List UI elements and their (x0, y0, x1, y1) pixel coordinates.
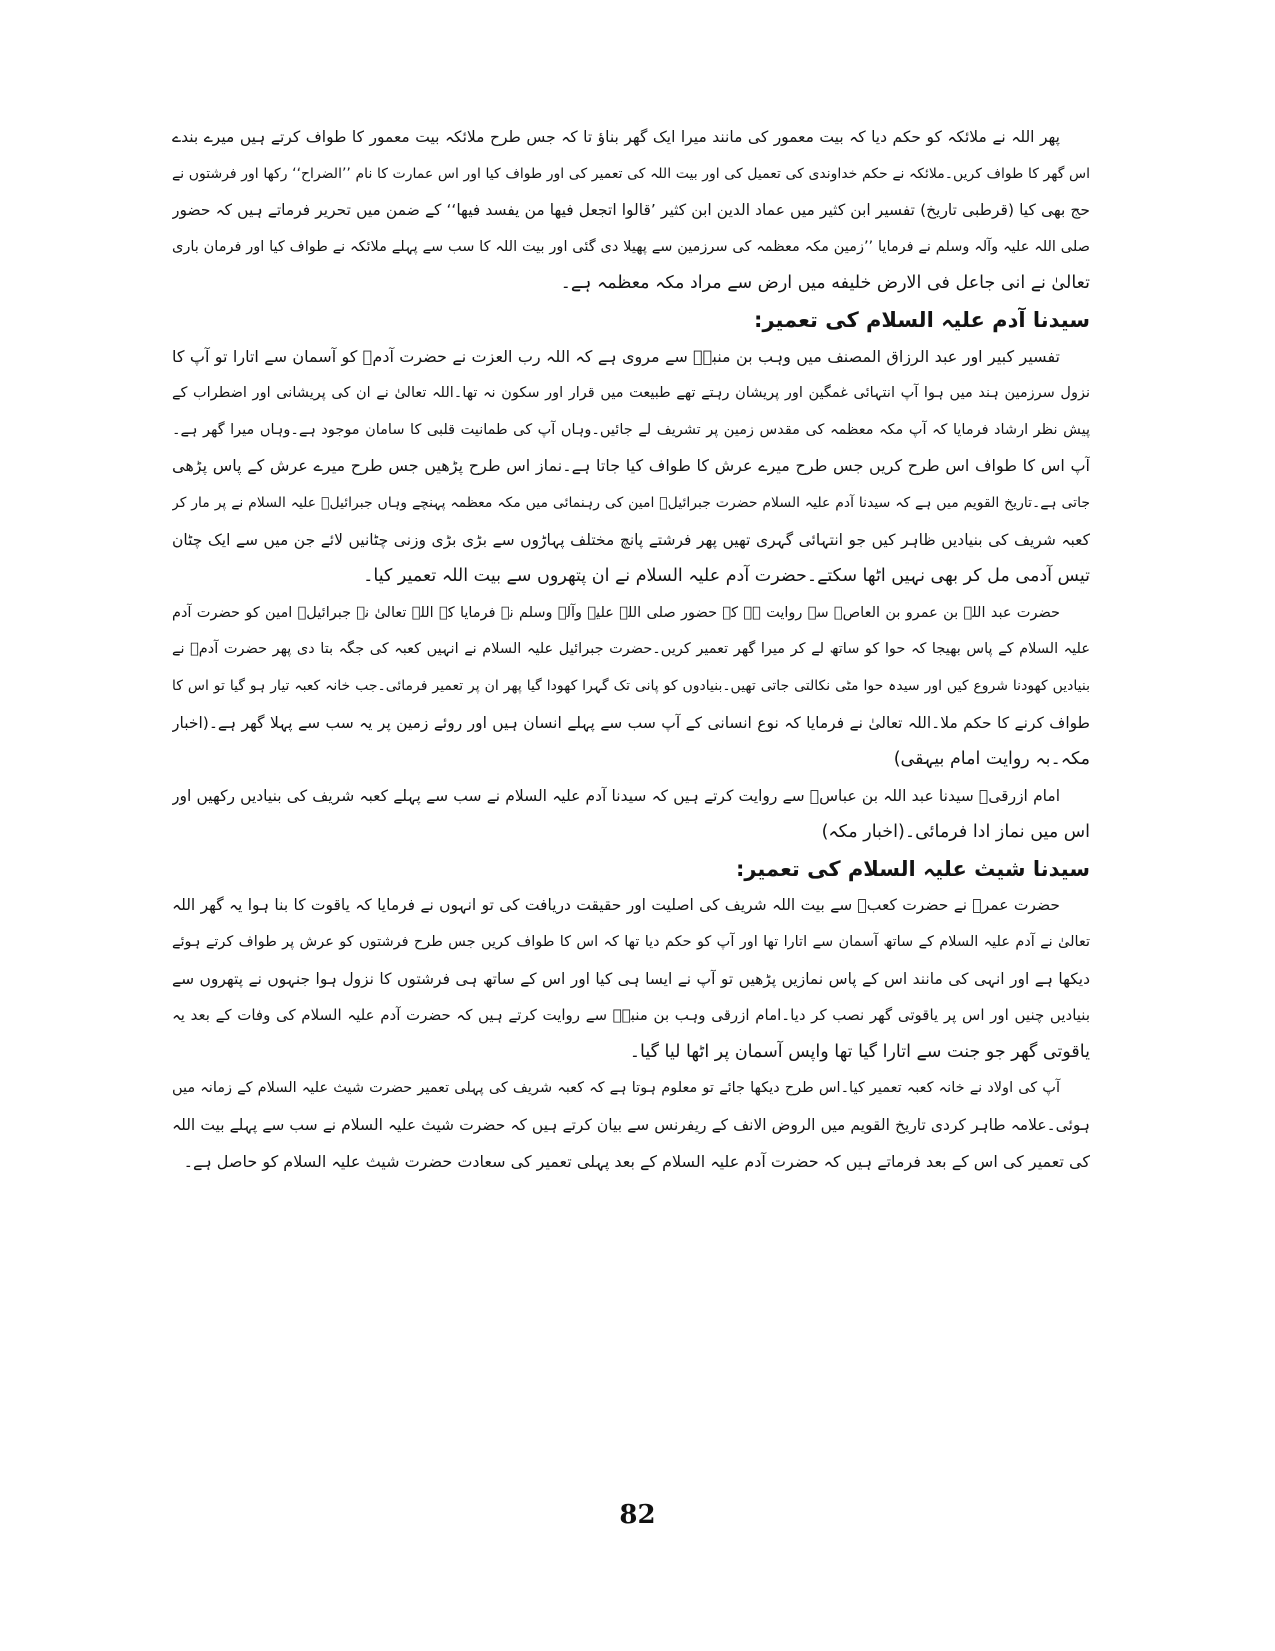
paragraph-line: آپ اس کا طواف اس طرح کریں جس طرح میرے عرش کا طواف کیا جاتا ہے۔نماز اس طرح پڑھیں جس طرح میرے عرش کے پاس پڑھی (172, 456, 1090, 476)
paragraph-line: صلی اللہ علیہ وآلہ وسلم نے فرمایا ’’زمین مکہ معظمہ کی سرزمین سے پھیلا دی گئی اور بیت اللہ کا سب سے پہلے ملائکہ نے طواف کیا اور فرمان باری (172, 238, 1090, 255)
paragraph-line: اس میں نماز ادا فرمائی۔(اخبار مکہ) (821, 822, 1090, 843)
section-heading: سیدنا شیث علیہ السلام کی تعمیر: (735, 856, 1090, 881)
paragraph-line: بنیادیں چنیں اور اس پر یاقوتی گھر نصب کر دیا۔امام ازرقی وہب بن منبہؒ سے روایت کرتے ہیں کہ حضرت آدم علیہ السلام کی وفات کے بعد یہ (172, 1006, 1090, 1025)
paragraph-line: کی تعمیر کی اس کے بعد فرماتے ہیں کہ حضرت آدم علیہ السلام کے بعد پہلی تعمیر کی سعادت حضرت شیث علیہ السلام کو حاصل ہے۔ (183, 1151, 1090, 1171)
body-text (172, 119, 1090, 1180)
paragraph-line: تفسیر کبیر اور عبد الرزاق المصنف میں وہب بن منبہؒ سے مروی ہے کہ اللہ رب العزت نے حضرت آدمؑ کو آسمان سے اتارا تو آپ کا (172, 346, 1060, 366)
paragraph-line: پھر اللہ نے ملائکہ کو حکم دیا کہ بیت معمور کی مانند میرا ایک گھر بناؤ تا کہ جس طرح ملائکہ بیت معمور کا طواف کرتے ہیں میرے بندے (172, 128, 1060, 146)
paragraph-line: حضرت عبد اللہ بن عمرو بن العاصؓ سے روایت ہے کہ حضور صلی اللہ علیہ وآلہ وسلم نے فرمایا کہ اللہ تعالیٰ نے جبرائیلؑ امین کو حضرت آدم (172, 604, 1060, 621)
paragraph-line: اس گھر کا طواف کریں۔ملائکہ نے حکم خداوندی کی تعمیل کی اور بیت اللہ کی تعمیر کی اور طواف کیا اور اس عمارت کا نام ’’الضراح‘‘ رکھا اور فرشتوں نے (172, 165, 1090, 182)
page-number: 82 (619, 1500, 656, 1530)
paragraph-line: طواف کرنے کا حکم ملا۔اللہ تعالیٰ نے فرمایا کہ نوع انسانی کے آپ سب سے پہلے انسان ہیں اور روئے زمین پر یہ سب سے پہلا گھر ہے۔(اخبار (172, 713, 1090, 732)
paragraph-line: حضرت عمرؓ نے حضرت کعبؓ سے بیت اللہ شریف کی اصلیت اور حقیقت دریافت کی تو انہوں نے فرمایا کہ یاقوت کا بنا ہوا یہ گھر اللہ (172, 896, 1060, 915)
paragraph-line: پیش نظر ارشاد فرمایا کہ آپ مکہ معظمہ کی مقدس زمین پر تشریف لے جائیں۔وہاں آپ کی طمانیت قلبی کا سامان موجود ہے۔وہاں میرا گھر ہے۔ (172, 421, 1090, 438)
paragraph-line: ہوئی۔علامہ طاہر کردی تاریخ القویم میں الروض الانف کے ریفرنس سے بیان کرتے ہیں کہ حضرت شیث علیہ السلام نے سب سے پہلے بیت اللہ (172, 1116, 1090, 1135)
paragraph-line: علیہ السلام کے پاس بھیجا کہ حوا کو ساتھ لے کر میرا گھر تعمیر کریں۔حضرت جبرائیل علیہ السلام نے انہیں کعبہ کی جگہ بتا دی پھر حضرت آدمؑ نے (172, 641, 1090, 658)
paragraph-line: آپ کی اولاد نے خانہ کعبہ تعمیر کیا۔اس طرح دیکھا جائے تو معلوم ہوتا ہے کہ کعبہ شریف کی پہلی تعمیر حضرت شیث علیہ السلام کے زمانہ میں (172, 1080, 1060, 1097)
paragraph-line: نزول سرزمین ہند میں ہوا آپ انتہائی غمگین اور پریشان رہتے تھے طبیعت میں قرار اور سکون نہ تھا۔اللہ تعالیٰ نے ان کی پریشانی اور اضطراب کے (172, 385, 1090, 402)
paragraph-line: حج بھی کیا (قرطبی تاریخ) تفسیر ابن کثیر میں عماد الدین ابن کثیر ’قالوا اتجعل فیها من یفسد فیها‘‘ کے ضمن میں تحریر فرماتے ہیں کہ حضور (172, 201, 1090, 220)
paragraph-line: تعالیٰ نے آدم علیہ السلام کے ساتھ آسمان سے اتارا تھا اور آپ کو حکم دیا تھا کہ اس کا طواف کریں جس طرح فرشتوں کو عرش پر طواف کرتے ہوئے (172, 934, 1090, 951)
paragraph-line: کعبہ شریف کی بنیادیں ظاہر کیں جو انتہائی گہری تھیں پھر فرشتے پانچ مختلف پہاڑوں سے بڑی بڑی وزنی چٹانیں لائے جن میں سے ایک چٹان (172, 530, 1090, 549)
paragraph-line: تعالیٰ نے انی جاعل فی الارض خلیفه میں ارض سے مراد مکہ معظمہ ہے۔ (560, 273, 1090, 294)
paragraph-line: مکہ۔بہ روایت امام بیہقی) (893, 749, 1090, 770)
paragraph-line: جاتی ہے۔تاریخ القویم میں ہے کہ سیدنا آدم علیہ السلام حضرت جبرائیلؑ امین کی رہنمائی میں مکہ معظمہ پہنچے وہاں جبرائیلؑ علیہ السلام نے پر مار کر (172, 494, 1090, 511)
paragraph-line: بنیادیں کھودنا شروع کیں اور سیدہ حوا مٹی نکالتی جاتی تھیں۔بنیادوں کو پانی تک گہرا کھودا گیا پھر ان پر تعمیر فرمائی۔جب خانہ کعبہ تیار ہو گیا تو اس کا (172, 677, 1090, 694)
paragraph-line: دیکھا ہے اور انہی کی مانند اس کے پاس نمازیں پڑھیں تو آپ نے ایسا ہی کیا اور اس کے ساتھ ہی فرشتوں کا نزول ہوا جنہوں نے پتھروں سے (172, 969, 1090, 988)
paragraph-line: یاقوتی گھر جو جنت سے اتارا گیا تھا واپس آسمان پر اٹھا لیا گیا۔ (629, 1041, 1090, 1062)
paragraph-line: امام ازرقیؒ سیدنا عبد اللہ بن عباسؓ سے روایت کرتے ہیں کہ سیدنا آدم علیہ السلام نے سب سے پہلے کعبہ شریف کی بنیادیں رکھیں اور (172, 786, 1060, 805)
paragraph-line: تیس آدمی مل کر بھی نہیں اٹھا سکتے۔حضرت آدم علیہ السلام نے ان پتھروں سے بیت اللہ تعمیر کیا۔ (363, 566, 1090, 587)
section-heading: سیدنا آدم علیہ السلام کی تعمیر: (754, 307, 1090, 332)
